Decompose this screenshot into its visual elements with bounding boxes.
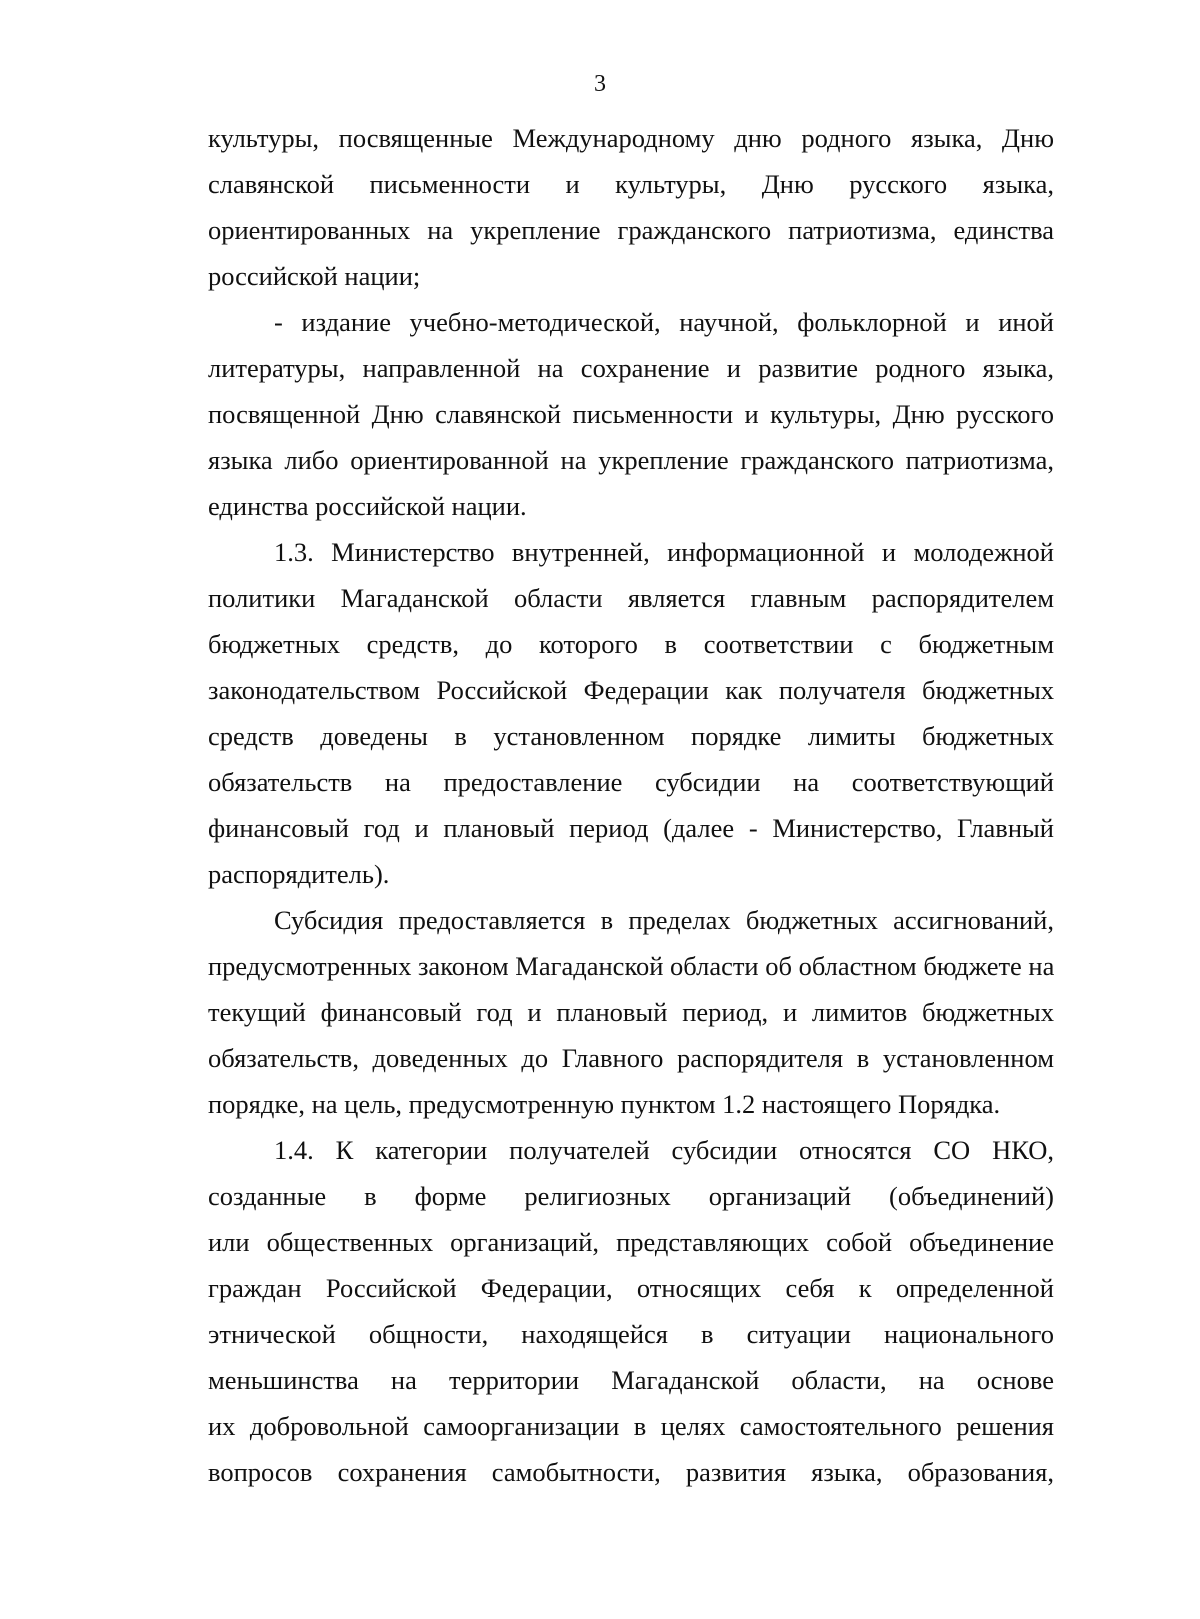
text-line: или общественных организаций, представляющих собой объединение — [208, 1227, 1054, 1257]
text-line: предусмотренных законом Магаданской области об областном бюджете на — [208, 951, 1054, 981]
text-line: политики Магаданской области является главным распорядителем — [208, 583, 1054, 613]
text-line: языка либо ориентированной на укрепление гражданского патриотизма, — [208, 445, 1054, 475]
text-line: культуры, посвященные Международному дню родного языка, Дню — [208, 123, 1054, 153]
text-line: ориентированных на укрепление гражданского патриотизма, единства — [208, 215, 1054, 245]
text-line: текущий финансовый год и плановый период, и лимитов бюджетных — [208, 997, 1054, 1027]
text-line: распорядитель). — [208, 859, 390, 889]
text-line: 1.3. Министерство внутренней, информационной и молодежной — [274, 537, 1054, 567]
document-body — [208, 115, 1054, 1495]
paragraph-continuation — [208, 115, 1054, 299]
text-line: граждан Российской Федерации, относящих себя к определенной — [208, 1273, 1054, 1303]
text-line: средств доведены в установленном порядке лимиты бюджетных — [208, 721, 1054, 751]
text-line: 1.4. К категории получателей субсидии относятся СО НКО, — [274, 1135, 1054, 1165]
text-line: единства российской нации. — [208, 491, 527, 521]
text-line: вопросов сохранения самобытности, развития языка, образования, — [208, 1457, 1054, 1487]
text-line: порядке, на цель, предусмотренную пунктом 1.2 настоящего Порядка. — [208, 1089, 1001, 1119]
text-line: Субсидия предоставляется в пределах бюджетных ассигнований, — [274, 905, 1054, 935]
paragraph-clause-1-4 — [208, 1127, 1054, 1495]
text-line: созданные в форме религиозных организаций (объединений) — [208, 1181, 1054, 1211]
text-line: законодательством Российской Федерации как получателя бюджетных — [208, 675, 1054, 705]
text-line: славянской письменности и культуры, Дню русского языка, — [208, 169, 1054, 199]
text-line: литературы, направленной на сохранение и развитие родного языка, — [208, 353, 1054, 383]
text-line: посвященной Дню славянской письменности и культуры, Дню русского — [208, 399, 1054, 429]
page-number: 3 — [594, 71, 606, 97]
text-line: обязательств, доведенных до Главного распорядителя в установленном — [208, 1043, 1054, 1073]
text-line: их добровольной самоорганизации в целях самостоятельного решения — [208, 1411, 1054, 1441]
paragraph-clause-1-3 — [208, 529, 1054, 897]
text-line: - издание учебно-методической, научной, фольклорной и иной — [274, 307, 1054, 337]
text-line: финансовый год и плановый период (далее - Министерство, Главный — [208, 813, 1054, 843]
text-line: меньшинства на территории Магаданской области, на основе — [208, 1365, 1054, 1395]
text-line: российской нации; — [208, 261, 421, 291]
paragraph-subsidy-limits — [208, 897, 1054, 1127]
text-line: обязательств на предоставление субсидии на соответствующий — [208, 767, 1054, 797]
text-line: бюджетных средств, до которого в соответствии с бюджетным — [208, 629, 1054, 659]
paragraph-publishing-bullet — [208, 299, 1054, 529]
text-line: этнической общности, находящейся в ситуации национального — [208, 1319, 1054, 1349]
